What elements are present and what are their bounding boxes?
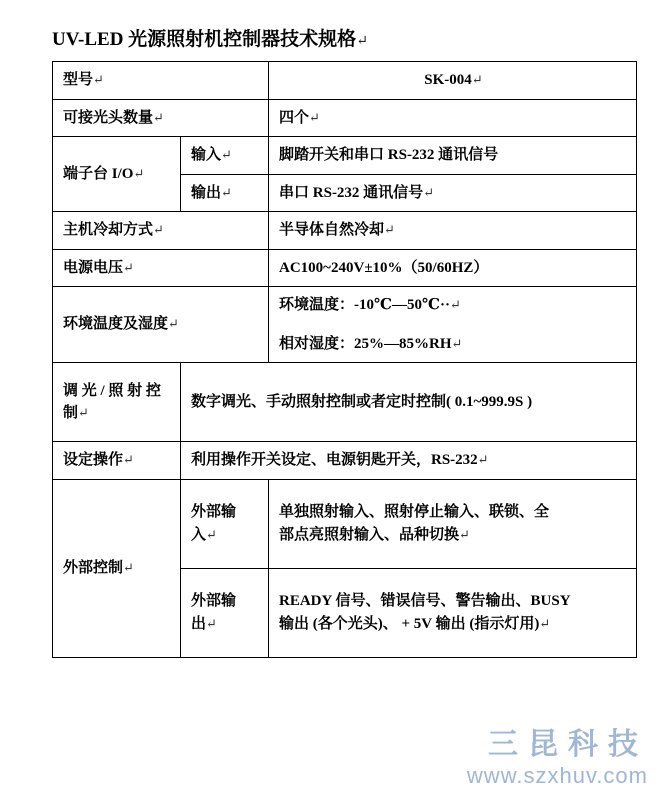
pilcrow-mark: ↵ bbox=[123, 559, 134, 575]
row-value: 串口 RS-232 通讯信号↵ bbox=[269, 174, 637, 212]
row-value: 四个↵ bbox=[269, 99, 637, 137]
table-row bbox=[53, 212, 637, 250]
watermark bbox=[467, 728, 648, 789]
value-line: 相对湿度：25%—85%RH↵ bbox=[279, 335, 463, 352]
pilcrow-mark: ↵ bbox=[168, 316, 179, 332]
row-value bbox=[269, 287, 637, 363]
value-line: READY 信号、错误信号、警告输出、BUSY bbox=[279, 593, 571, 609]
table-row bbox=[53, 99, 637, 137]
pilcrow-mark: ↵ bbox=[221, 147, 232, 162]
pilcrow-mark: ↵ bbox=[423, 184, 435, 200]
table-row bbox=[53, 249, 637, 287]
pilcrow-mark: ↵ bbox=[123, 452, 134, 467]
row-value: 半导体自然冷却↵ bbox=[269, 212, 637, 250]
row-sublabel: 外部输 出↵ bbox=[181, 568, 269, 657]
row-value bbox=[269, 568, 637, 657]
table-row bbox=[53, 137, 637, 175]
pilcrow-mark: ↵ bbox=[78, 405, 89, 420]
row-label: 主机冷却方式↵ bbox=[53, 212, 269, 250]
row-label: 电源电压↵ bbox=[53, 249, 269, 287]
pilcrow-mark: ↵ bbox=[451, 335, 463, 351]
row-value bbox=[269, 479, 637, 568]
pilcrow-mark: ↵ bbox=[471, 72, 483, 87]
row-label: 调 光 / 照 射 控 制↵ bbox=[53, 363, 181, 442]
pilcrow-mark: ↵ bbox=[123, 259, 134, 275]
pilcrow-mark: ↵ bbox=[221, 184, 232, 200]
pilcrow-mark: ↵ bbox=[133, 165, 145, 181]
row-label: 型号↵ bbox=[53, 62, 269, 100]
row-sublabel: 外部输 入↵ bbox=[181, 479, 269, 568]
pilcrow-mark: ↵ bbox=[153, 222, 164, 237]
row-label: 可接光头数量↵ bbox=[53, 99, 269, 137]
table-row bbox=[53, 62, 637, 100]
pilcrow-mark: ↵ bbox=[309, 109, 320, 125]
table-row bbox=[53, 442, 637, 480]
row-sublabel: 输出↵ bbox=[181, 174, 269, 212]
row-label: 环境温度及湿度↵ bbox=[53, 287, 269, 363]
table-row bbox=[53, 479, 637, 568]
row-value: 数字调光、手动照射控制或者定时控制( 0.1~999.9S ) bbox=[181, 363, 637, 442]
row-label: 端子台 I/O↵ bbox=[53, 137, 181, 212]
pilcrow-mark: ↵ bbox=[449, 297, 461, 312]
pilcrow-mark: ↵ bbox=[93, 72, 104, 87]
pilcrow-mark: ↵ bbox=[477, 452, 489, 467]
row-value: 利用操作开关设定、电源钥匙开关，RS-232↵ bbox=[181, 442, 637, 480]
row-label: 外部控制↵ bbox=[53, 479, 181, 657]
row-value: SK-004↵ bbox=[269, 62, 637, 100]
row-value: AC100~240V±10%（50/60HZ） bbox=[269, 249, 637, 287]
pilcrow-mark: ↵ bbox=[384, 222, 395, 237]
watermark-url: www.szxhuv.com bbox=[466, 763, 648, 788]
spec-table bbox=[52, 61, 637, 658]
pilcrow-mark: ↵ bbox=[539, 615, 551, 631]
value-line: 部点亮照射输入、品种切换↵ bbox=[279, 526, 470, 543]
value-line: 环境温度：-10℃—50℃··↵ bbox=[279, 297, 461, 313]
row-label: 设定操作↵ bbox=[53, 442, 181, 480]
watermark-company: 三昆科技 bbox=[488, 728, 648, 761]
pilcrow-mark: ↵ bbox=[206, 526, 217, 542]
page-title bbox=[52, 24, 636, 51]
pilcrow-mark: ↵ bbox=[356, 34, 368, 49]
pilcrow-mark: ↵ bbox=[459, 526, 470, 542]
page-title-text: UV-LED 光源照射机控制器技术规格 bbox=[52, 29, 357, 50]
table-row bbox=[53, 363, 637, 442]
row-sublabel: 输入↵ bbox=[181, 137, 269, 175]
row-value: 脚踏开关和串口 RS-232 通讯信号 bbox=[269, 137, 637, 175]
value-line: 单独照射输入、照射停止输入、联锁、全 bbox=[279, 504, 550, 520]
pilcrow-mark: ↵ bbox=[153, 109, 164, 125]
pilcrow-mark: ↵ bbox=[206, 615, 217, 631]
value-line: 输出 (各个光头)、 + 5V 输出 (指示灯用)↵ bbox=[279, 615, 551, 632]
table-row bbox=[53, 287, 637, 363]
